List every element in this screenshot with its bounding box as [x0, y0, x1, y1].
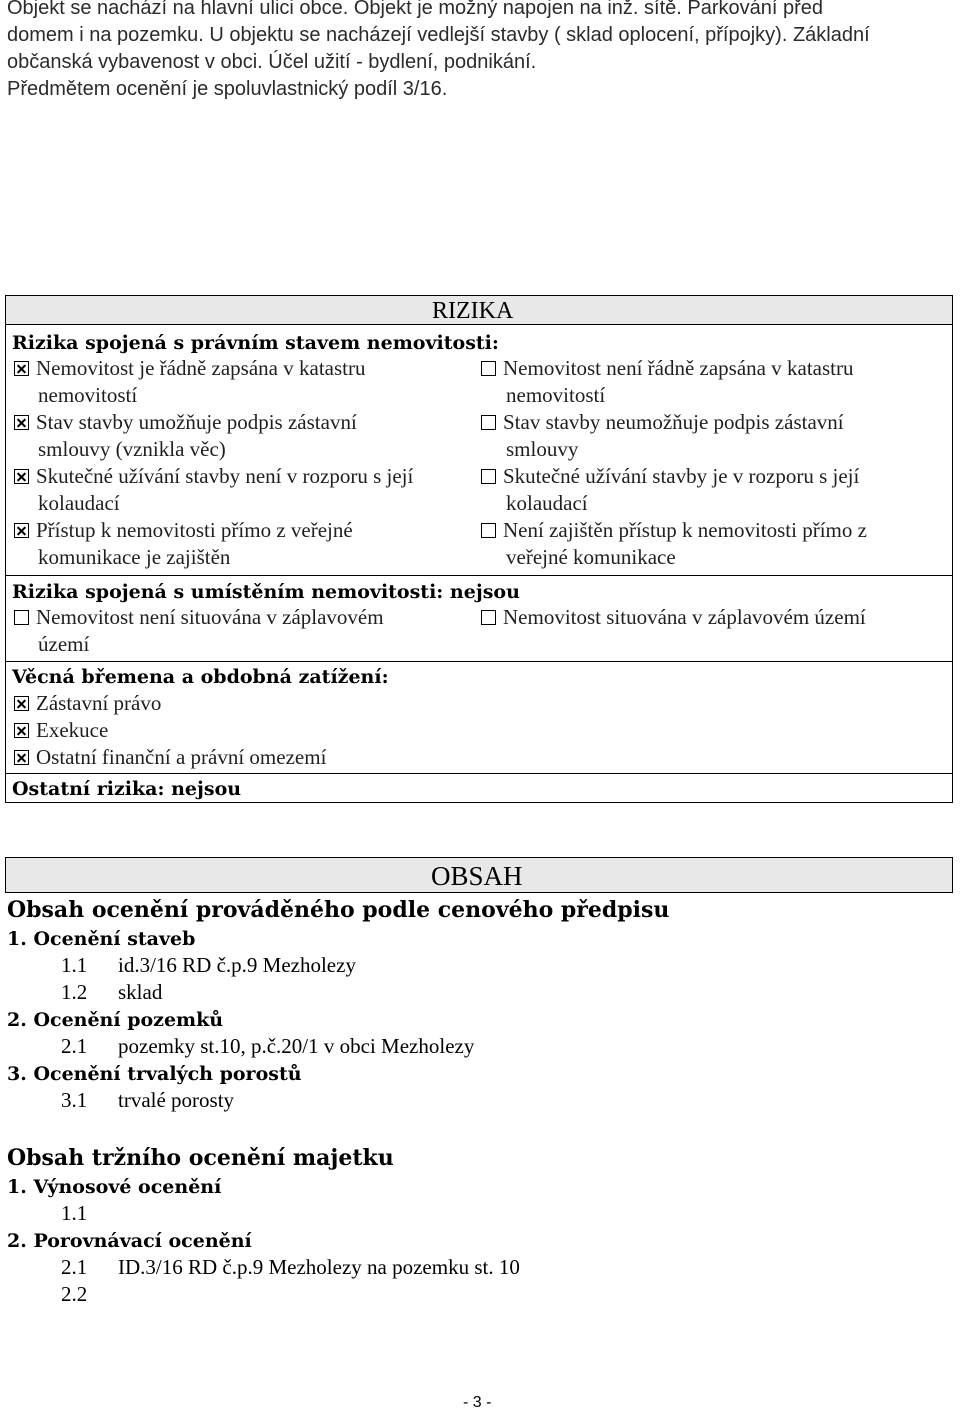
risk-label: Skutečné užívání stavby je v rozporu s její [503, 464, 860, 488]
obsah-title: OBSAH [431, 861, 523, 891]
checked-box-icon[interactable] [14, 469, 29, 484]
toc-item-label[interactable]: id.3/16 RD č.p.9 Mezholezy [118, 953, 356, 977]
toc-item-label[interactable]: pozemky st.10, p.č.20/1 v obci Mezholezy [118, 1034, 475, 1058]
toc-item-label[interactable]: sklad [118, 980, 163, 1004]
risk-label-cont: kolaudací [38, 491, 120, 515]
risk-label: Skutečné užívání stavby není v rozporu s její [36, 464, 414, 488]
intro-paragraph [7, 0, 952, 103]
risk-label: Nemovitost není situována v záplavovém [36, 605, 384, 629]
toc-item-label[interactable]: ID.3/16 RD č.p.9 Mezholezy na pozemku st. 10 [118, 1255, 520, 1279]
risk-right-item [481, 604, 866, 631]
risk-label-cont: nemovitostí [38, 383, 138, 407]
risk-label: Zástavní právo [36, 691, 162, 715]
empty-box-icon[interactable] [481, 523, 496, 538]
pravni-heading: Rizika spojená s právním stavem nemovitosti: [12, 332, 499, 354]
section-divider [6, 575, 952, 576]
toc-item-number: 2.1 [61, 1034, 88, 1058]
ostatni-rizika: Ostatní rizika: nejsou [12, 778, 242, 800]
empty-box-icon[interactable] [481, 610, 496, 625]
risk-label: Stav stavby neumožňuje podpis zástavní [503, 410, 844, 434]
bremeno-item [14, 690, 161, 717]
checked-box-icon[interactable] [14, 750, 29, 765]
toc-section: 3. Ocenění trvalých porostů [7, 1063, 302, 1085]
risk-label: Stav stavby umožňuje podpis zástavní [36, 410, 357, 434]
risk-label-cont: kolaudací [506, 491, 588, 515]
checked-box-icon[interactable] [14, 361, 29, 376]
obsah-header [5, 857, 953, 893]
risk-label-cont: smlouvy [506, 437, 579, 461]
toc-section: 1. Ocenění staveb [7, 928, 196, 950]
risk-label: Nemovitost je řádně zapsána v katastru [36, 356, 366, 380]
risk-label-cont: území [38, 632, 90, 656]
toc-item-label[interactable]: trvalé porosty [118, 1088, 235, 1112]
intro-line: Objekt se nachází na hlavní ulici obce. Objekt je možný napojen na inž. sítě. Parkování před [7, 0, 824, 19]
rizika-header [6, 296, 952, 325]
intro-line: občanská vybavenost v obci. Účel užití - bydlení, podnikání. [7, 51, 537, 73]
rizika-box [5, 295, 953, 803]
risk-label-cont: nemovitostí [506, 383, 606, 407]
risk-left-item [14, 517, 353, 544]
risk-right-item [481, 463, 859, 490]
toc-item-number: 2.2 [61, 1282, 88, 1306]
risk-left-item [14, 409, 357, 436]
toc-item-number: 1.1 [61, 953, 88, 977]
empty-box-icon[interactable] [481, 415, 496, 430]
toc-section: 1. Výnosové ocenění [7, 1176, 222, 1198]
risk-label-cont: veřejné komunikace [506, 545, 676, 569]
section-divider [6, 773, 952, 774]
risk-label-cont: smlouvy (vznikla věc) [38, 437, 226, 461]
empty-box-icon[interactable] [481, 361, 496, 376]
risk-label: Nemovitost není řádně zapsána v katastru [503, 356, 854, 380]
checked-box-icon[interactable] [14, 723, 29, 738]
toc-section: 2. Ocenění pozemků [7, 1009, 224, 1031]
risk-right-item [481, 409, 844, 436]
toc-item-number: 1.1 [61, 1201, 88, 1225]
bremena-heading: Věcná břemena a obdobná zatížení: [12, 666, 389, 688]
bremeno-item [14, 744, 326, 771]
rizika-title: RIZIKA [432, 298, 514, 324]
risk-left-item [14, 604, 384, 631]
risk-label: Není zajištěn přístup k nemovitosti přímo z [503, 518, 867, 542]
bremeno-item [14, 717, 108, 744]
risk-right-item [481, 355, 853, 382]
page-number: - 3 - [463, 1394, 492, 1411]
toc-item-number: 3.1 [61, 1088, 88, 1112]
empty-box-icon[interactable] [14, 610, 29, 625]
toc-item-number: 1.2 [61, 980, 88, 1004]
risk-label: Nemovitost situována v záplavovém území [503, 605, 866, 629]
intro-line: domem i na pozemku. U objektu se nacházejí vedlejší stavby ( sklad oplocení, přípojky). Základní [7, 24, 870, 46]
toc-section: 2. Porovnávací ocenění [7, 1230, 252, 1252]
checked-box-icon[interactable] [14, 415, 29, 430]
checked-box-icon[interactable] [14, 523, 29, 538]
risk-label: Exekuce [36, 718, 109, 742]
section-divider [6, 661, 952, 662]
risk-label: Ostatní finanční a právní omezemí [36, 745, 327, 769]
risk-label: Přístup k nemovitosti přímo z veřejné [36, 518, 353, 542]
toc-item-number: 2.1 [61, 1255, 88, 1279]
risk-right-item [481, 517, 867, 544]
umisteni-heading: Rizika spojená s umístěním nemovitosti: nejsou [12, 581, 520, 603]
checked-box-icon[interactable] [14, 696, 29, 711]
empty-box-icon[interactable] [481, 469, 496, 484]
risk-left-item [14, 355, 365, 382]
cenovy-heading: Obsah ocenění prováděného podle cenového předpisu [7, 897, 670, 923]
intro-line: Předmětem ocenění je spoluvlastnický podíl 3/16. [7, 78, 448, 100]
risk-label-cont: komunikace je zajištěn [38, 545, 231, 569]
risk-left-item [14, 463, 413, 490]
trzni-heading: Obsah tržního ocenění majetku [7, 1145, 394, 1171]
